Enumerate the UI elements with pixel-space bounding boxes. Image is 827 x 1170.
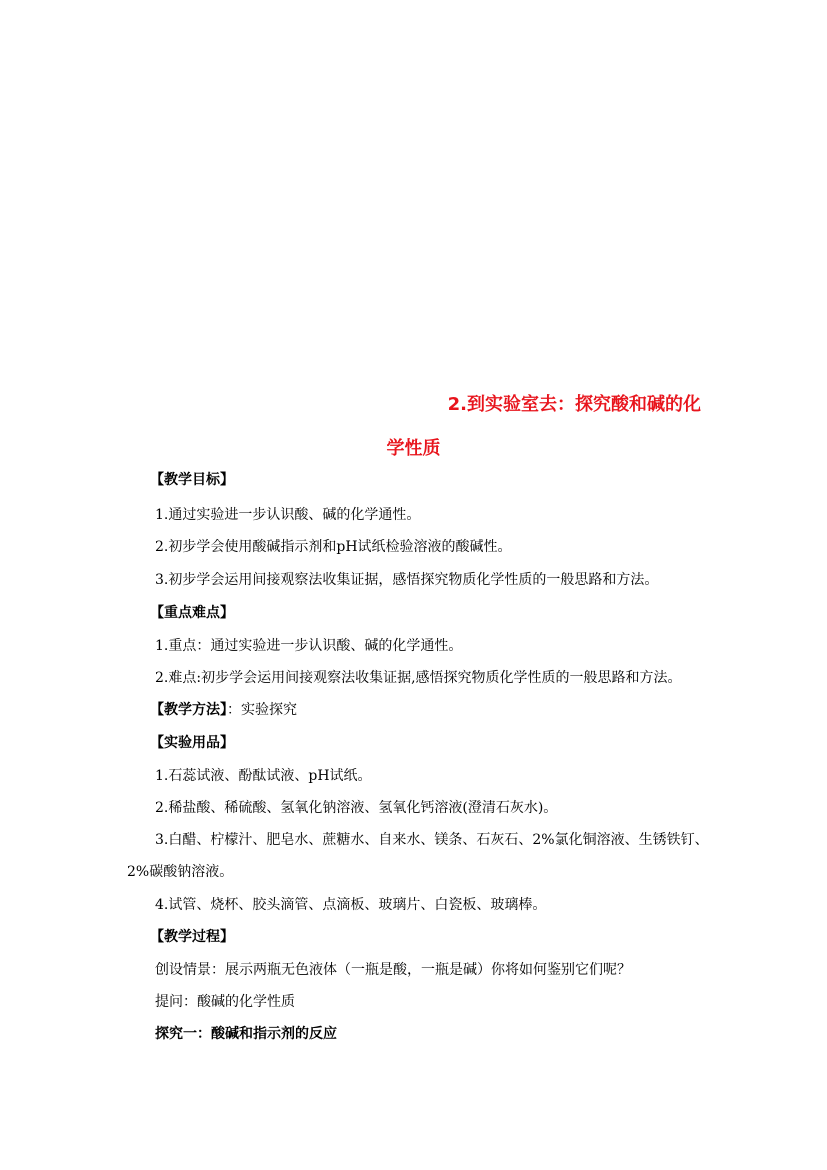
method-line [150,700,297,720]
supply-4: 4.试管、烧杯、胶头滴管、点滴板、玻璃片、白瓷板、玻璃棒。 [155,897,547,913]
method-heading: 【教学方法】 [150,702,227,718]
objective-1: 1.通过实验进一步认识酸、碱的化学通性。 [155,507,421,523]
objectives-heading: 【教学目标】 [150,472,234,488]
supply-3b: 2%碳酸钠溶液。 [127,864,234,880]
process-question: 提问：酸碱的化学性质 [155,994,295,1010]
supply-3a: 3.白醋、柠檬汁、肥皂水、蔗糖水、自来水、镁条、石灰石、2%氯化铜溶液、生锈铁钉、 [155,832,709,848]
inquiry-1-heading: 探究一：酸碱和指示剂的反应 [155,1026,337,1042]
keypoints-heading: 【重点难点】 [150,605,234,621]
objective-3: 3.初步学会运用间接观察法收集证据，感悟探究物质化学性质的一般思路和方法。 [155,572,659,588]
supply-1: 1.石蕊试液、酚酞试液、pH试纸。 [155,768,372,784]
supply-2: 2.稀盐酸、稀硫酸、氢氧化钠溶液、氢氧化钙溶液(澄清石灰水)。 [155,800,558,816]
document-title-line2: 学性质 [386,438,441,459]
process-heading: 【教学过程】 [150,929,234,945]
supplies-heading: 【实验用品】 [150,735,234,751]
method-value: ：实验探究 [227,702,297,718]
keypoint-1: 1.重点：通过实验进一步认识酸、碱的化学通性。 [155,638,463,654]
keypoint-2: 2.难点:初步学会运用间接观察法收集证据,感悟探究物质化学性质的一般思路和方法。 [155,670,682,686]
process-scene: 创设情景：展示两瓶无色液体（一瓶是酸，一瓶是碱）你将如何鉴别它们呢？ [155,962,631,978]
objective-2: 2.初步学会使用酸碱指示剂和pH试纸检验溶液的酸碱性。 [155,539,512,555]
document-title-line1: 2.到实验室去：探究酸和碱的化 [447,394,701,415]
